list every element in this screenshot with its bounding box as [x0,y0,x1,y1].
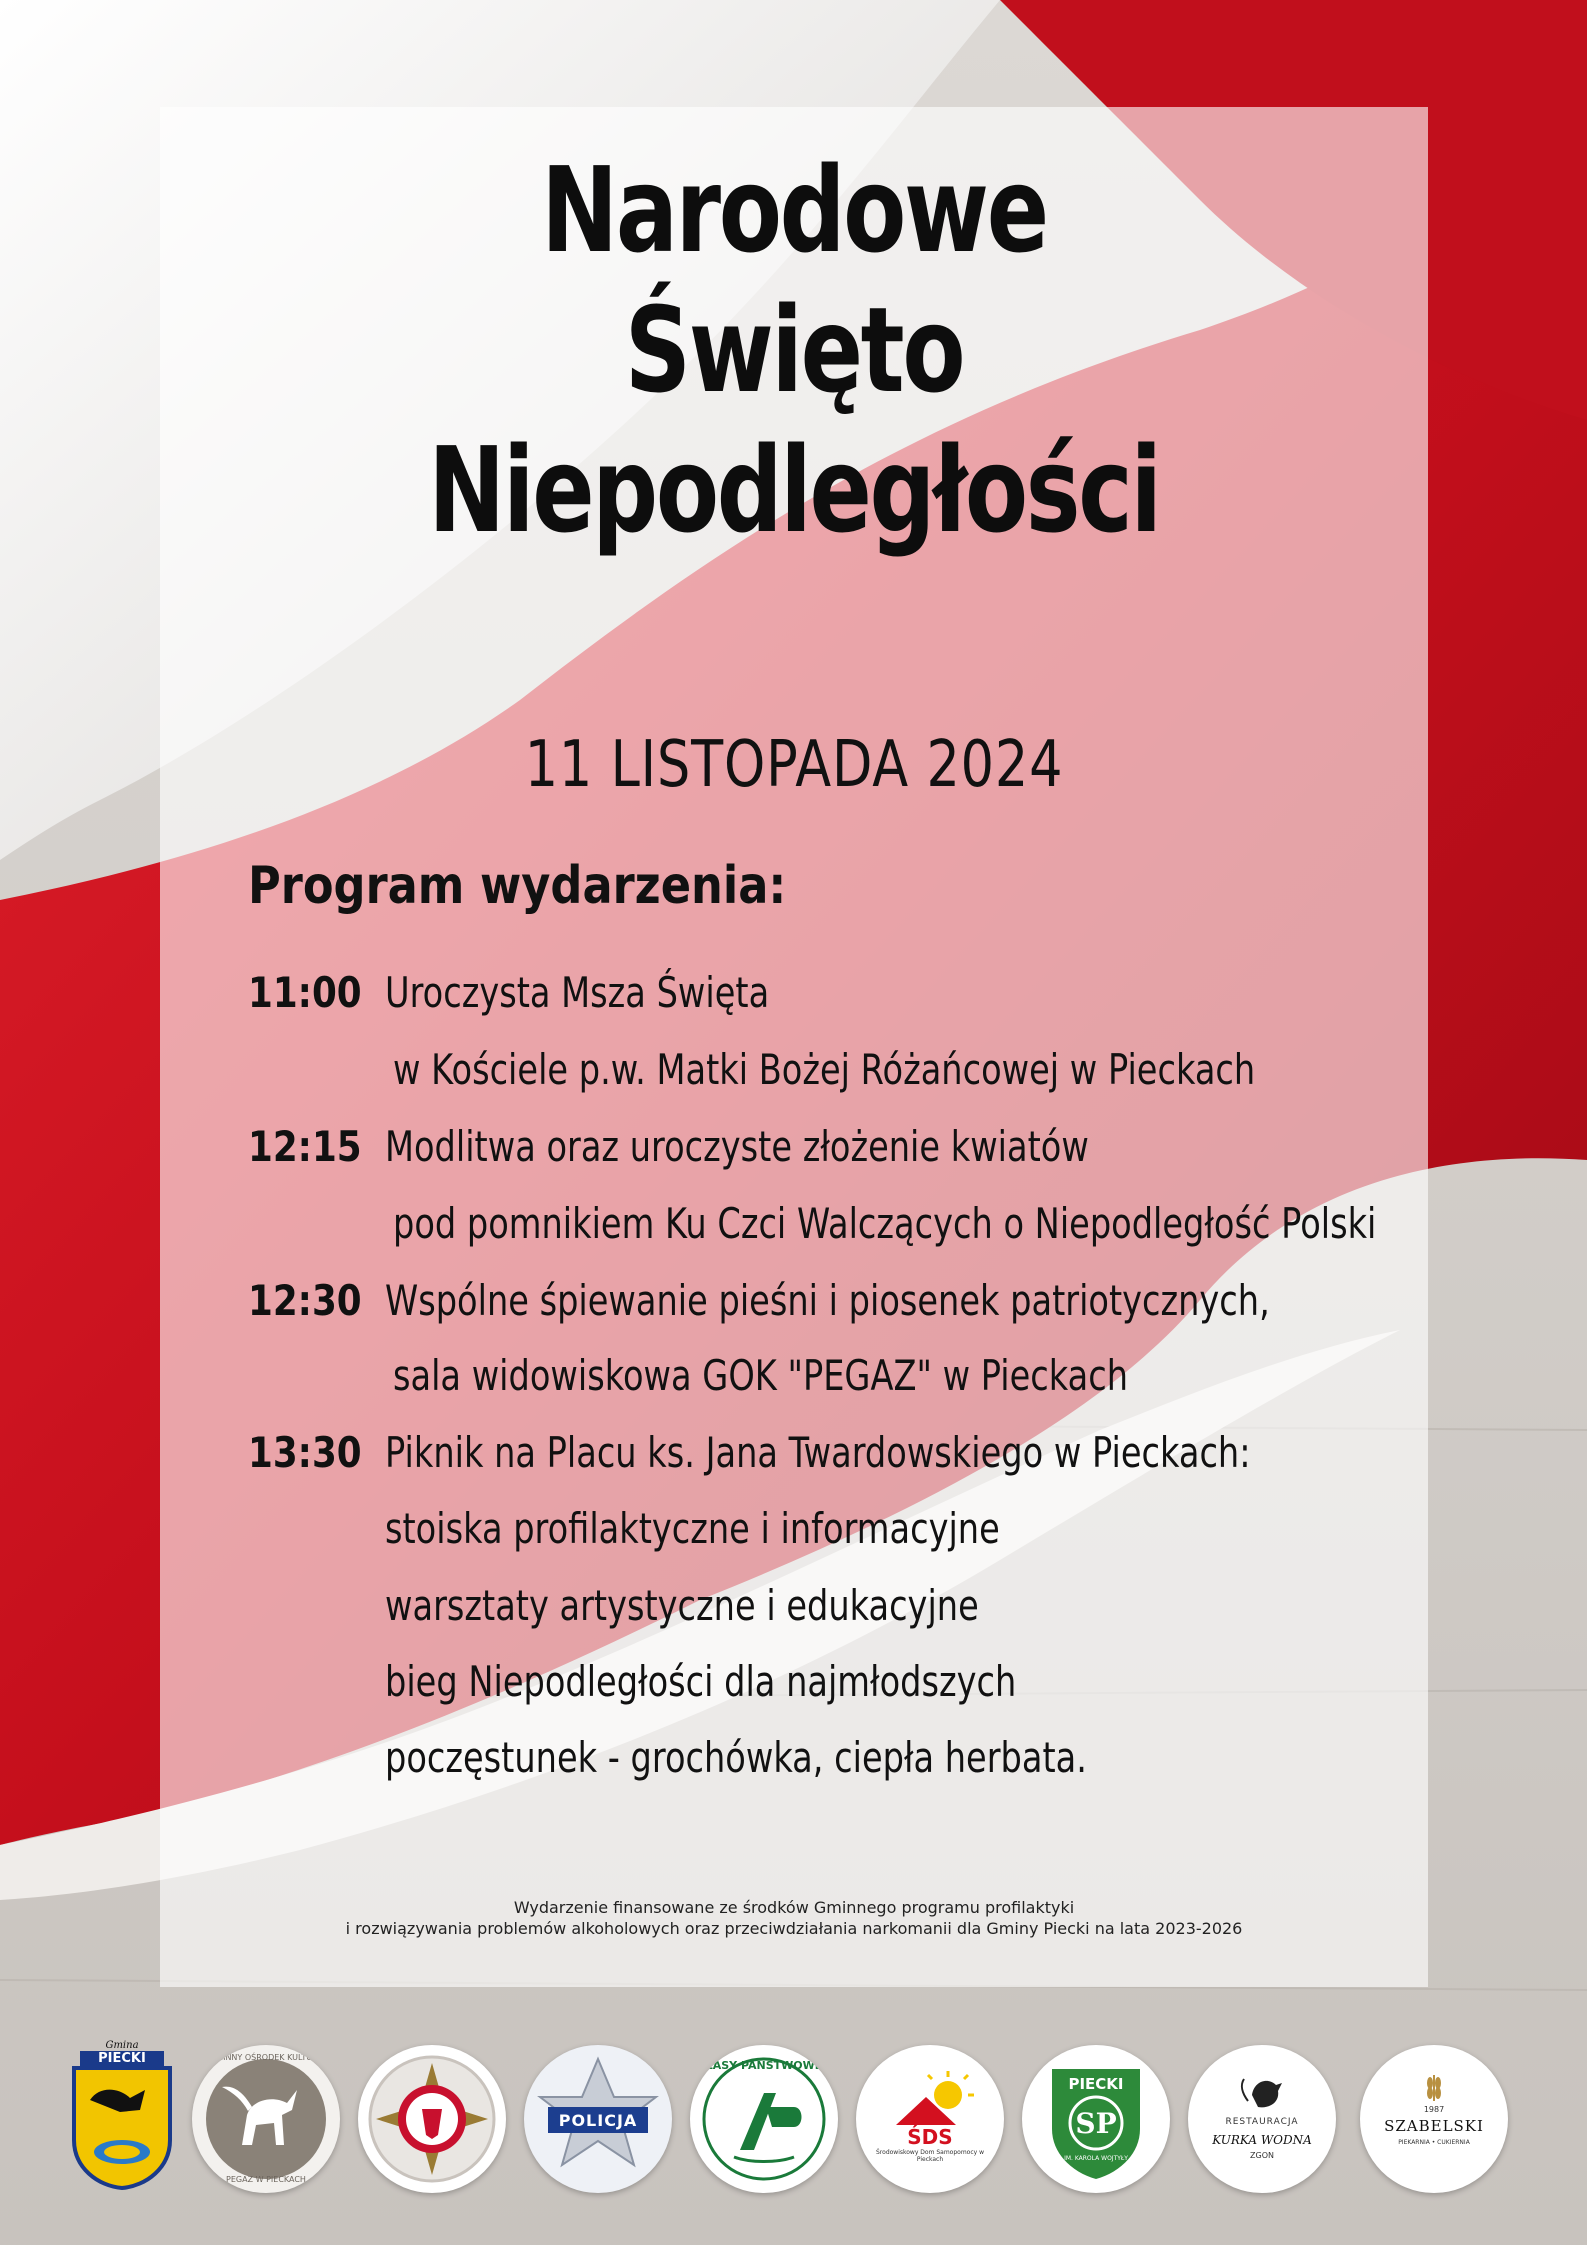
gmina-piecki-crest [70,2040,174,2190]
szabelski-name: SZABELSKI [1384,2117,1484,2135]
policja-logo [524,2045,672,2193]
policja-label: POLICJA [558,2111,638,2130]
program-heading: Program wydarzenia: [248,856,787,916]
program-line: pod pomnikiem Ku Czci Walczących o Niepodległość Polski [393,1199,1377,1248]
gok-arc-top: GMINNY OŚRODEK KULTURY [209,2053,322,2062]
crest-name: PIECKI [80,2051,164,2067]
program-line: w Kościele p.w. Matki Bożej Różańcowej w Pieckach [393,1045,1256,1094]
fire-brigade-icon [358,2045,506,2193]
lasy-label: LASY PAŃSTWOWE [705,2059,823,2072]
pegasus-icon [192,2045,340,2193]
kurka-top: RESTAURACJA [1225,2117,1299,2127]
program-line: Uroczysta Msza Święta [385,968,770,1017]
funding-note-line-2: i rozwiązywania problemów alkoholowych oraz przeciwdziałania narkomanii dla Gminy Piecki na lata 2023-2026 [345,1919,1243,1938]
sp-piecki-logo [1022,2045,1170,2193]
szabelski-sub: PIEKARNIA • CUKIERNIA [1398,2139,1470,2146]
page-title [299,140,1288,560]
program-time: 11:00 [248,968,362,1017]
sp-bottom: IM. KAROLA WOJTYŁY [1064,2155,1128,2162]
program-line: stoiska profilaktyczne i informacyjne [385,1504,1000,1553]
sun-house-icon [856,2045,1004,2193]
program-line: bieg Niepodległości dla najmłodszych [385,1657,1017,1706]
sds-logo [856,2045,1004,2193]
event-date: 11 LISTOPADA 2024 [524,728,1064,802]
crest-top-text: Gmina [105,2040,139,2051]
lasy-panstwowe-logo [690,2045,838,2193]
program-time: 12:30 [248,1276,362,1325]
title-line-3: Niepodległości [428,421,1160,559]
funding-note [160,1897,1428,1939]
szabelski-year: 1987 [1423,2105,1445,2114]
funding-note-line-1: Wydarzenie finansowane ze środków Gminnego programu profilaktyki [513,1898,1075,1917]
szabelski-logo [1360,2045,1508,2193]
title-line-1: Narodowe [541,141,1047,279]
sds-abbr: ŚDS [907,2125,953,2149]
gok-pegaz-logo [192,2045,340,2193]
sponsor-logos [0,2035,1587,2195]
program-line: Piknik na Placu ks. Jana Twardowskiego w Pieckach: [385,1428,1251,1477]
sp-abbr: SP [1075,2107,1117,2140]
sds-name: Środowiskowy Dom Samopomocy w Pieckach [876,2149,984,2163]
program-time: 13:30 [248,1428,362,1477]
program-line: warsztaty artystyczne i edukacyjne [385,1581,979,1630]
gok-arc-bottom: PEGAZ W PIECKACH [226,2175,306,2184]
title-line-2: Święto [624,281,964,419]
sp-top: PIECKI [1068,2075,1124,2093]
program-line: poczęstunek - grochówka, ciepła herbata. [385,1733,1087,1782]
osp-logo [358,2045,506,2193]
kurka-bottom: ZGON [1250,2151,1274,2160]
program-line: Wspólne śpiewanie pieśni i piosenek patriotycznych, [385,1276,1270,1325]
kurka-name: KURKA WODNA [1212,2133,1312,2147]
program-line: sala widowiskowa GOK "PEGAZ" w Pieckach [393,1351,1128,1400]
program-time: 12:15 [248,1122,362,1171]
kurka-wodna-logo [1188,2045,1336,2193]
program-line: Modlitwa oraz uroczyste złożenie kwiatów [385,1122,1089,1171]
